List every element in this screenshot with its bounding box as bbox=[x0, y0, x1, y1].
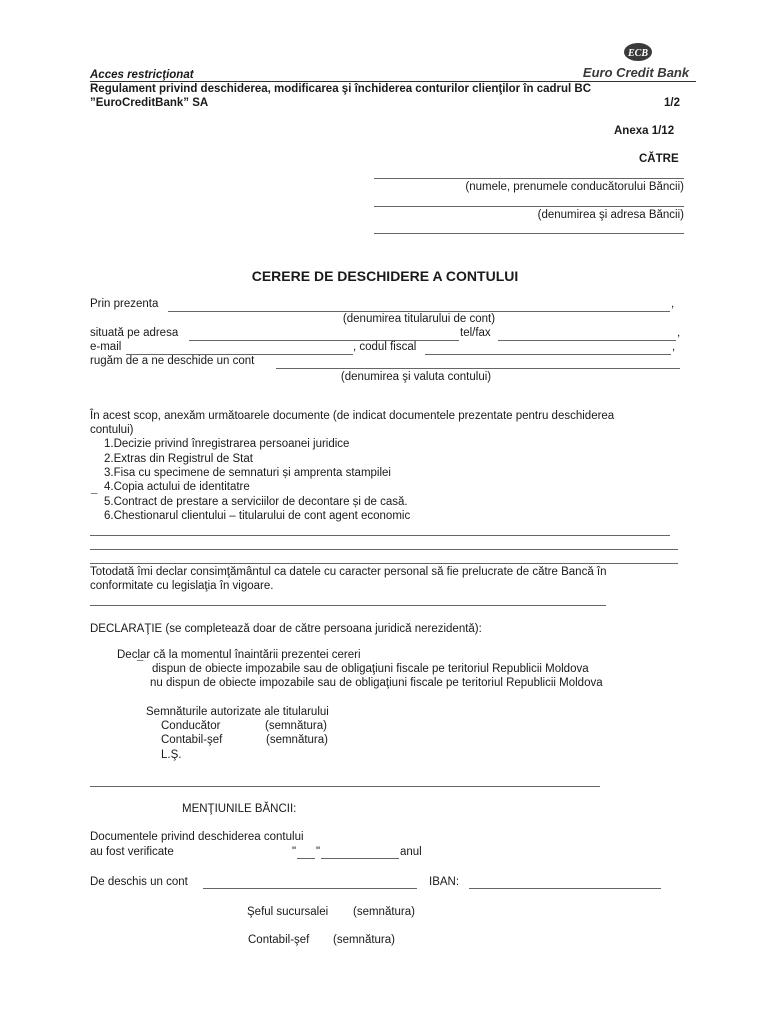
account-caption: (denumirea şi valuta contului) bbox=[340, 371, 492, 383]
consent-line1: Totodată îmi declar consimţământul ca datele cu caracter personal să fie prelucrate de către Bancă în bbox=[90, 566, 607, 578]
verified-line1: Documentele privind deschiderea contului bbox=[90, 831, 304, 843]
page-number: 1/2 bbox=[664, 97, 680, 109]
annex-label: Anexa 1/12 bbox=[614, 125, 675, 137]
fiscal-label: , codul fiscal bbox=[353, 341, 417, 353]
extra-document-line[interactable] bbox=[90, 563, 678, 564]
branch-head-signature[interactable]: (semnătura) bbox=[353, 906, 415, 918]
document-item: 6.Chestionarul clientului – titularului de cont agent economic bbox=[104, 510, 411, 522]
consent-signature-line[interactable] bbox=[90, 605, 606, 606]
declaration-title: DECLARAŢIE (se completează doar de către persoana juridică nerezidentă): bbox=[90, 623, 482, 635]
iban-label: IBAN: bbox=[429, 876, 460, 888]
fiscal-code-field[interactable] bbox=[425, 354, 671, 355]
request-label: rugăm de a ne deschide un cont bbox=[90, 355, 255, 367]
seal-label: L.Ş. bbox=[161, 749, 182, 761]
bank-name-caption: (denumirea şi adresa Băncii) bbox=[537, 209, 684, 221]
document-item: 5.Contract de prestare a serviciilor de decontare și de casă. bbox=[104, 496, 408, 508]
document-item: 4.Copia actului de identitatre bbox=[104, 481, 250, 493]
director-label: Conducător bbox=[161, 720, 221, 732]
tel-field[interactable] bbox=[498, 340, 676, 341]
documents-intro-line1: În acest scop, anexăm următoarele documente (de indicat documentele prezentate pentru deschiderea bbox=[90, 410, 615, 422]
branch-head-label: Şeful sucursalei bbox=[247, 906, 329, 918]
bank-name-line[interactable] bbox=[374, 206, 684, 207]
declaration-statement: Declar că la momentul înaintării prezentei cereri bbox=[117, 649, 361, 661]
director-signature[interactable]: (semnătura) bbox=[265, 720, 327, 732]
documents-intro-line2: contului) bbox=[90, 424, 134, 436]
consent-line2: conformitate cu legislaţia în vigoare. bbox=[90, 580, 274, 592]
recipient-name-caption: (numele, prenumele conducătorului Băncii) bbox=[465, 181, 684, 193]
address-label: situată pe adresa bbox=[90, 327, 179, 339]
extra-document-line[interactable] bbox=[90, 549, 678, 550]
bank-mentions-title: MENŢIUNILE BĂNCII: bbox=[182, 803, 297, 815]
day-field[interactable] bbox=[297, 858, 315, 859]
declaration-option-1: dispun de obiecte impozabile sau de obligaţiuni fiscale pe teritoriul Republicii Moldova bbox=[152, 663, 589, 675]
open-account-field[interactable] bbox=[203, 888, 417, 889]
recipient-name-line[interactable] bbox=[374, 178, 684, 179]
logo-text: Euro Credit Bank bbox=[582, 65, 690, 80]
address-field[interactable] bbox=[189, 340, 459, 341]
access-label: Acces restricţionat bbox=[90, 69, 194, 81]
to-label: CĂTRE bbox=[639, 153, 679, 165]
tel-label: tel/fax bbox=[460, 327, 491, 339]
email-label: e-mail bbox=[90, 341, 122, 353]
bank-address-line[interactable] bbox=[374, 233, 684, 234]
verified-line2: au fost verificate bbox=[90, 846, 174, 858]
euro-credit-bank-logo bbox=[576, 40, 696, 80]
accountant-signature[interactable]: (semnătura) bbox=[266, 734, 328, 746]
year-label: anul bbox=[400, 846, 422, 858]
declaration-option-2: nu dispun de obiecte impozabile sau de obligaţiuni fiscale pe teritoriul Republicii Moldova bbox=[150, 677, 603, 689]
document-item: 3.Fisa cu specimene de semnaturi și amprenta stampilei bbox=[104, 467, 391, 479]
account-field[interactable] bbox=[276, 368, 680, 369]
section-divider bbox=[90, 786, 600, 787]
accountant-label: Contabil-şef bbox=[161, 734, 223, 746]
chief-accountant-label: Contabil-şef bbox=[248, 934, 310, 946]
checkbox-marker-icon[interactable]: ¯ bbox=[91, 493, 98, 505]
regulation-title-line2: ”EuroCreditBank” SA bbox=[90, 97, 209, 109]
document-item: 1.Decizie privind înregistrarea persoanei juridice bbox=[104, 438, 350, 450]
holder-caption: (denumirea titularului de cont) bbox=[342, 313, 496, 325]
month-field[interactable] bbox=[321, 858, 399, 859]
document-item: 2.Extras din Registrul de Stat bbox=[104, 453, 253, 465]
signatures-heading: Semnăturile autorizate ale titularului bbox=[146, 706, 329, 718]
option1-marker-icon[interactable]: ¯ bbox=[137, 660, 144, 672]
extra-document-line[interactable] bbox=[90, 535, 670, 536]
regulation-title-line1: Regulament privind deschiderea, modificarea şi închiderea conturilor clienţilor în cadrul BC bbox=[90, 83, 592, 95]
iban-field[interactable] bbox=[469, 888, 661, 889]
prin-prezenta-label: Prin prezenta bbox=[90, 298, 159, 310]
open-account-label: De deschis un cont bbox=[90, 876, 188, 888]
page-title: CERERE DE DESCHIDERE A CONTULUI bbox=[251, 268, 519, 284]
logo-mark: ECB bbox=[627, 48, 649, 59]
chief-accountant-signature[interactable]: (semnătura) bbox=[333, 934, 395, 946]
